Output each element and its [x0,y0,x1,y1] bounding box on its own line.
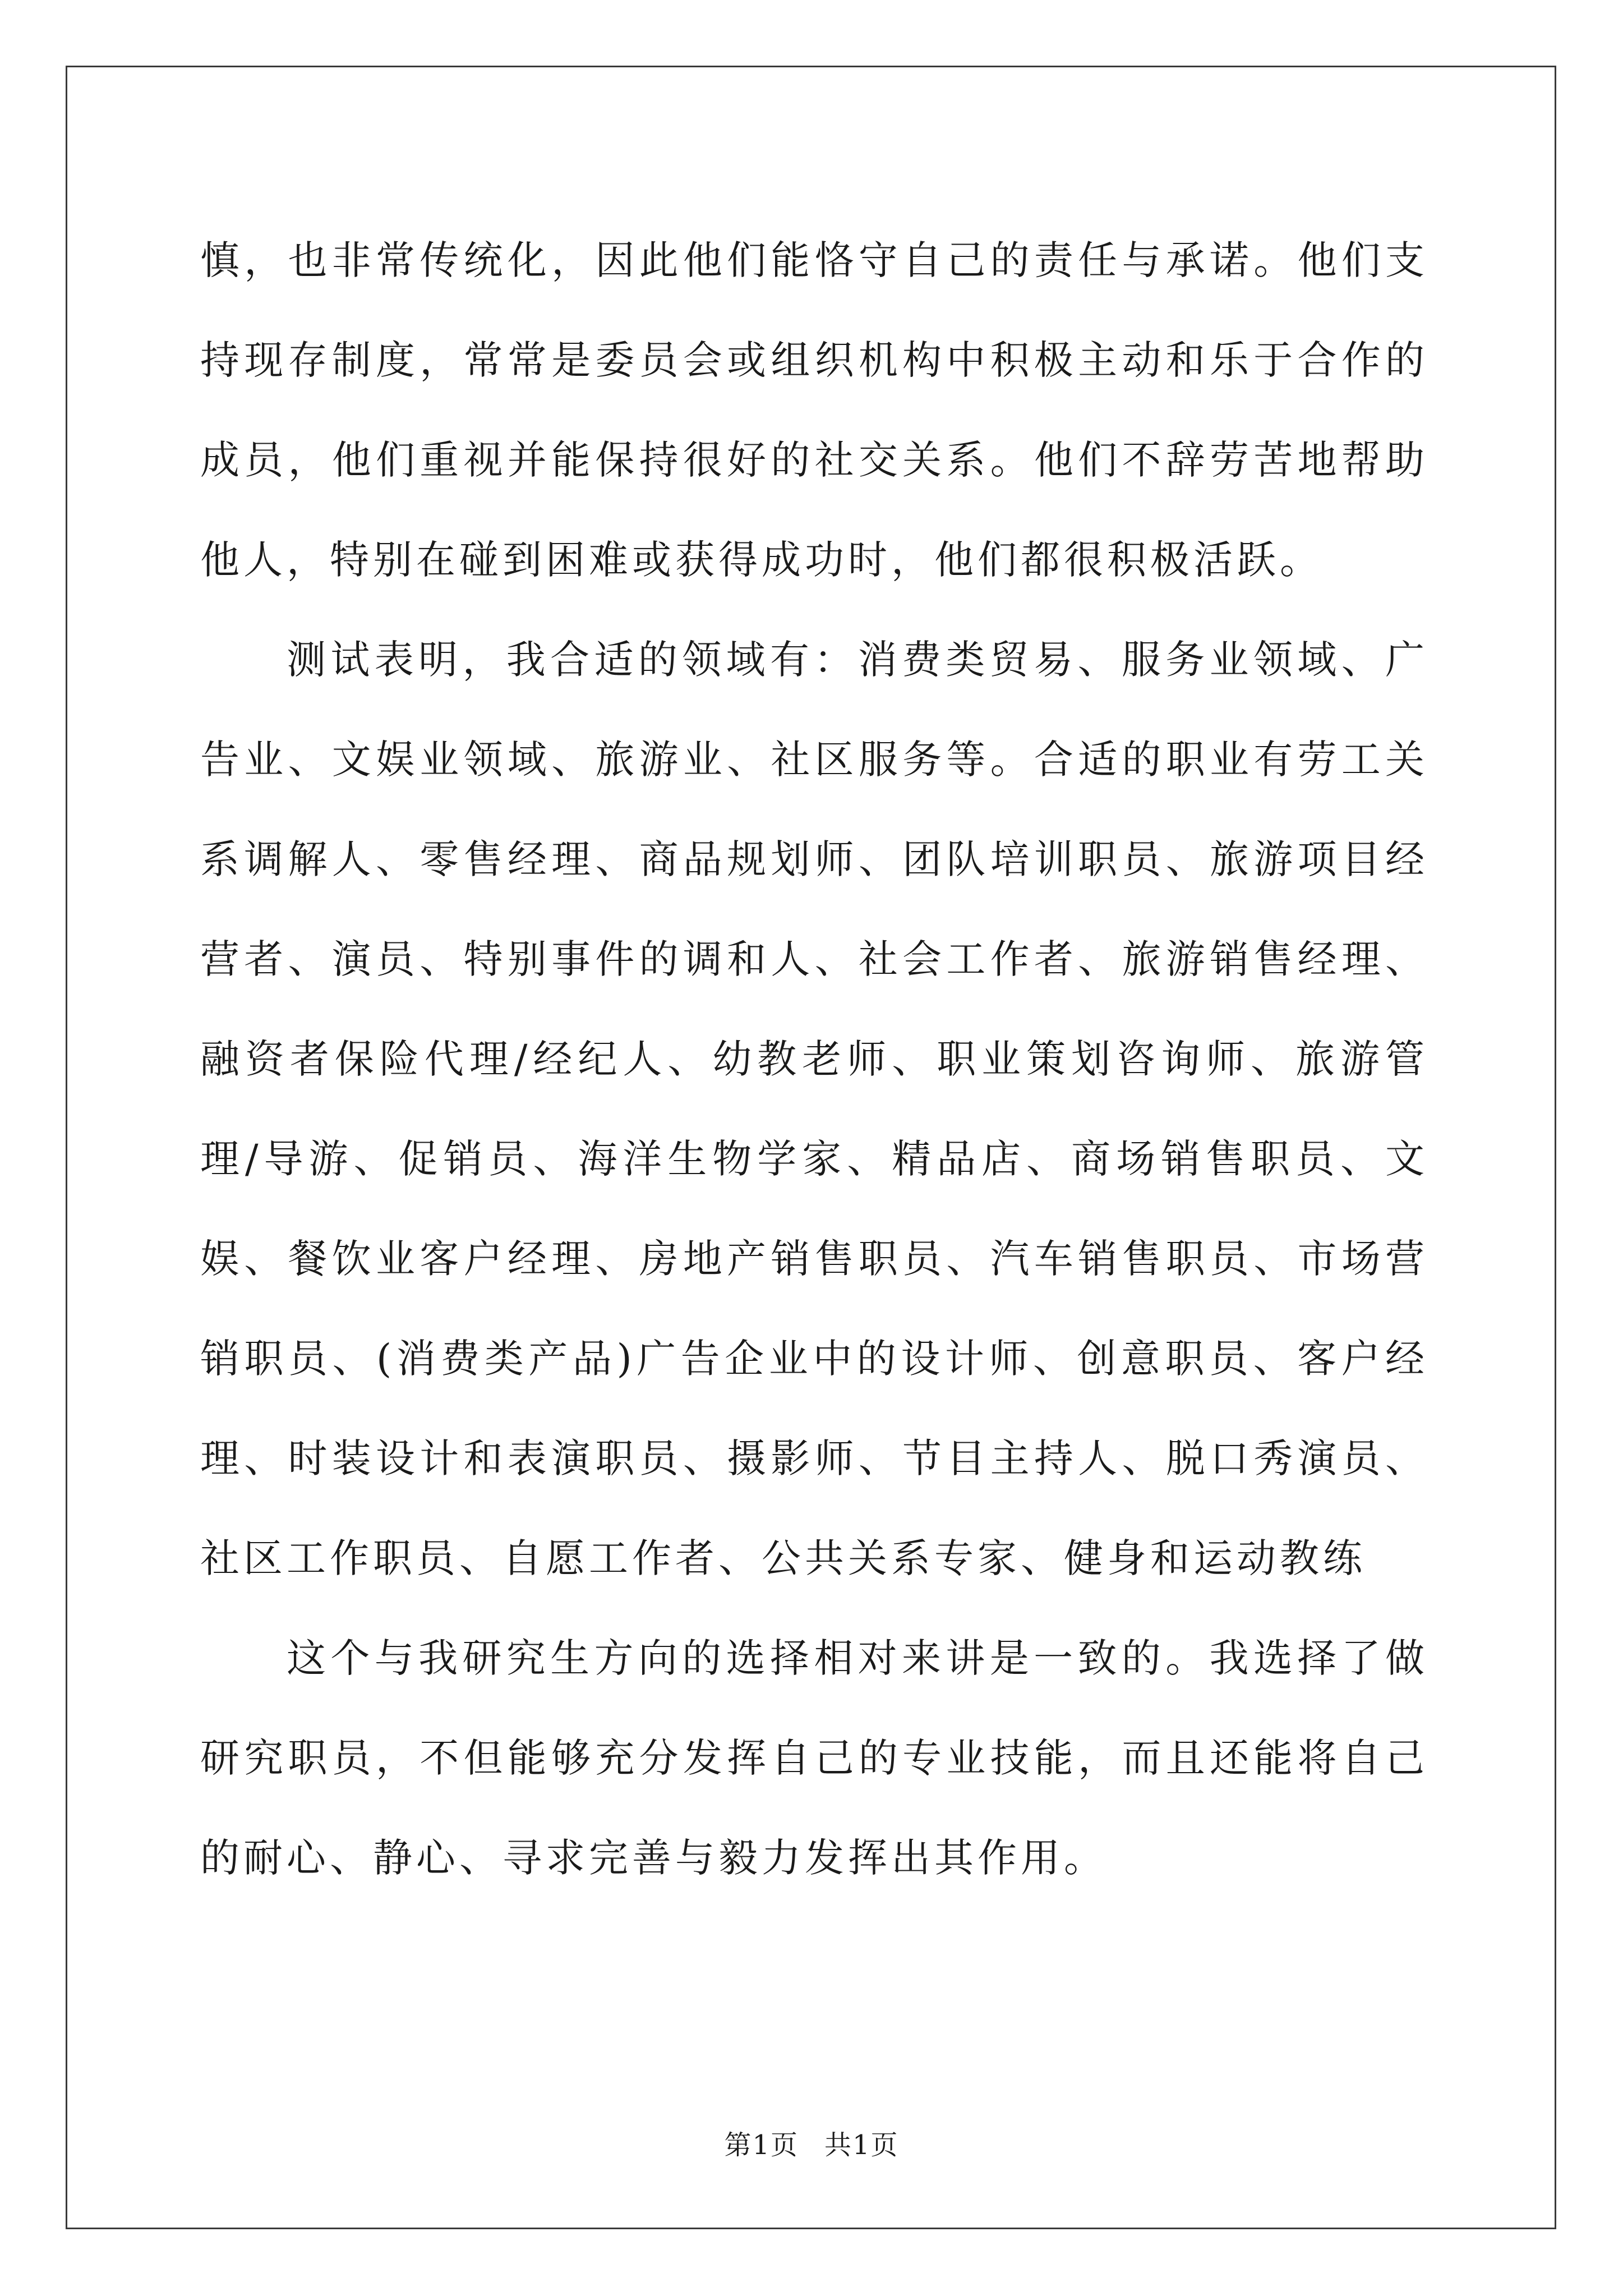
paragraph-1: 慎，也非常传统化，因此他们能恪守自己的责任与承诺。他们支持现存制度，常常是委员会或组织机构中积极主动和乐于合作的成员，他们重视并能保持很好的社交关系。他们不辞劳苦地帮助他人，特别在碰到困难或获得成功时，他们都很积极活跃。 [200,237,1428,583]
paragraph-2: 测试表明，我合适的领域有：消费类贸易、服务业领域、广告业、文娱业领域、旅游业、社区服务等。合适的职业有劳工关系调解人、零售经理、商品规划师、团队培训职员、旅游项目经营者、演员、特别事件的调和人、社会工作者、旅游销售经理、融资者保险代理/经纪人、幼教老师、职业策划咨询师、旅游管理/导游、促销员、海洋生物学家、精品店、商场销售职员、文娱、餐饮业客户经理、房地产销售职员、汽车销售职员、市场营销职员、(消费类产品)广告企业中的设计师、创意职员、客户经理、时装设计和表演职员、摄影师、节目主持人、脱口秀演员、社区工作职员、自愿工作者、公共关系专家、健身和运动教练 [200,637,1428,1581]
page-footer [0,2123,1623,2162]
page-number-current: 第1页 [724,2129,799,2161]
document-body [200,210,1428,1908]
paragraph-3: 这个与我研究生方向的选择相对来讲是一致的。我选择了做研究职员，不但能够充分发挥自己的专业技能，而且还能将自己的耐心、静心、寻求完善与毅力发挥出其作用。 [200,1635,1428,1881]
page-number-total: 共1页 [824,2129,899,2161]
